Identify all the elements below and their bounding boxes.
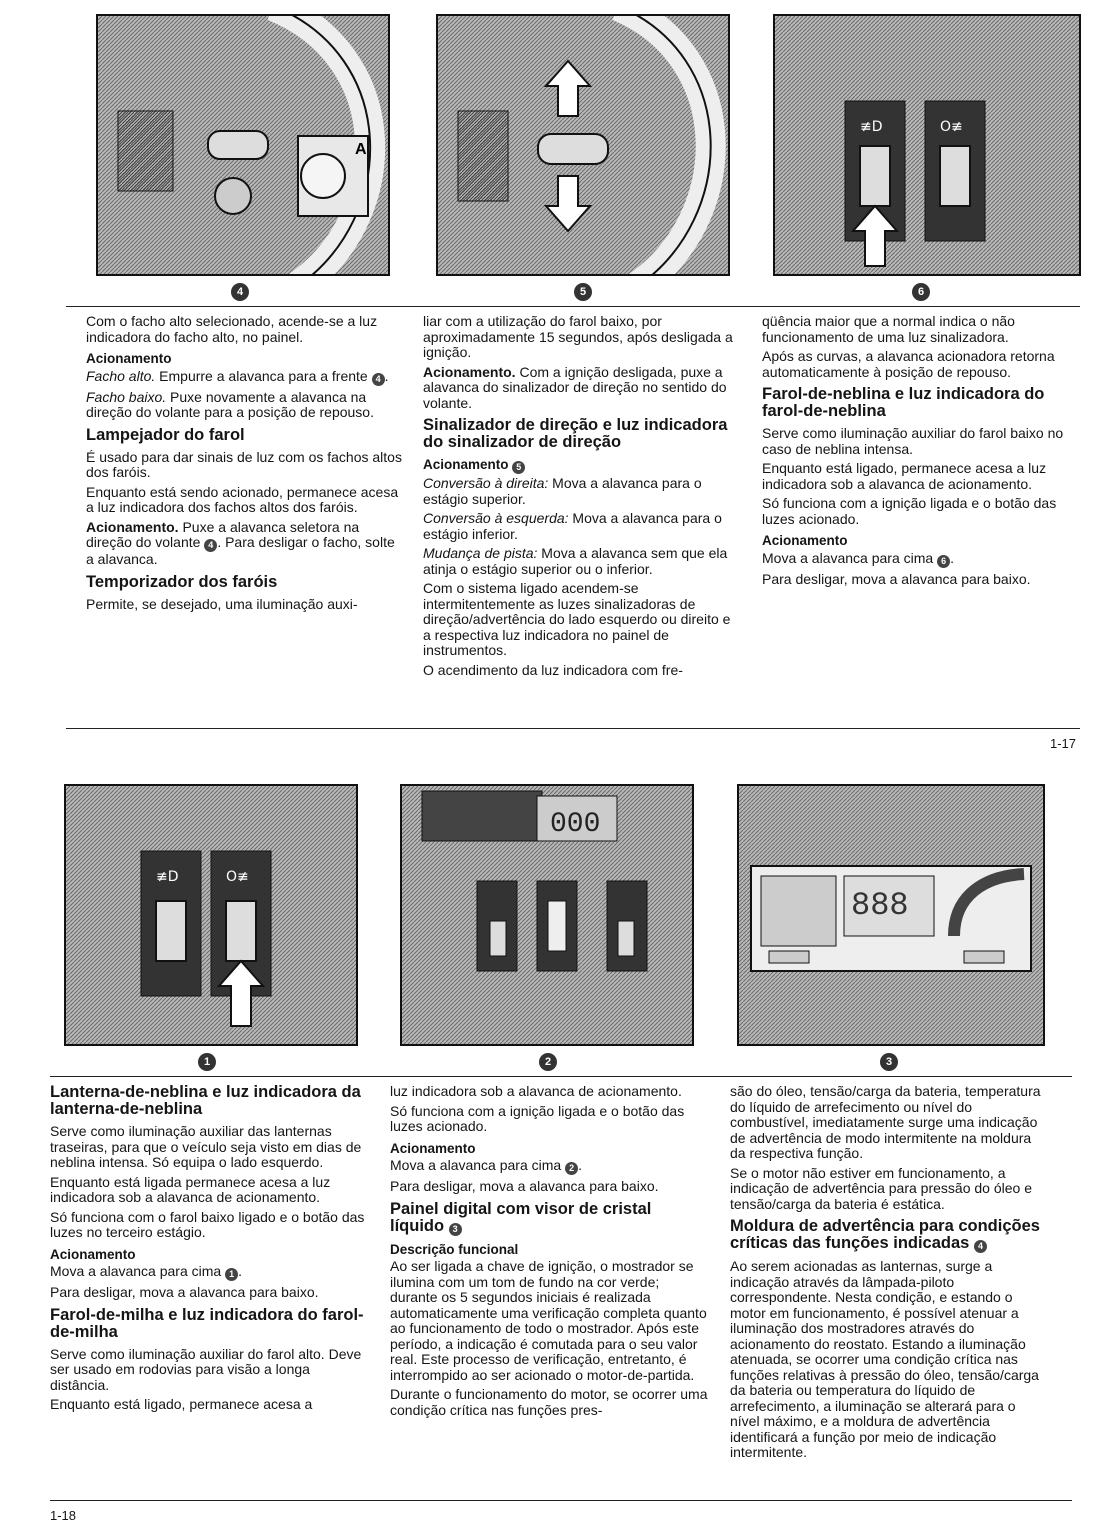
figure-number-4: 4 — [231, 283, 249, 301]
section-heading: Descrição funcional — [390, 1241, 519, 1257]
paragraph: Durante o funcionamento do motor, se ocorrer uma condição crítica nas funções pres- — [390, 1386, 708, 1418]
bottom-rule — [50, 1500, 1072, 1501]
bottom-top-rule — [50, 1076, 1072, 1077]
paragraph: Só funciona com a ignição ligada e o botão das luzes acionado. — [762, 495, 1057, 527]
paragraph: Permite, se desejado, uma iluminação auxi- — [86, 595, 358, 612]
paragraph — [423, 546, 741, 577]
paragraph: Enquanto está sendo acionado, permanece acesa a luz indicadora dos fachos altos dos faróis. — [86, 483, 399, 515]
top-column-2 — [423, 314, 741, 682]
figure-fog-light-switch — [773, 14, 1081, 276]
fog-light-button-label: ≢D — [860, 119, 883, 135]
figure-ref: 4 — [974, 1240, 987, 1253]
paragraph: Com o facho alto selecionado, acende-se a luz indicadora do facho alto, no painel. — [86, 313, 378, 345]
figure-turn-signal-lever — [436, 14, 730, 276]
section-heading: Acionamento — [390, 1140, 476, 1156]
paragraph: Para desligar, mova a alavanca para baixo. — [50, 1284, 319, 1300]
paragraph — [423, 511, 741, 542]
paragraph: Ao serem acionadas as lanternas, surge a indicação através da lâmpada-piloto correspondente. Nesta condição, e estando o motor em funcionamento, é possível atenuar a iluminação dos mostradores através do acionamento do reostato. Estando a iluminação atenuada, se ocorrer uma condição crítica nas funções relativas à pressão do óleo, tensão/carga da bateria ou temperatura do líquido de arrefecimento, a iluminação se alterará para o nível máximo, e a moldura de advertência identificará a função por meio de indicação intermitente. — [730, 1258, 1039, 1460]
rear-fog-light-button-label: O≢ — [940, 119, 963, 135]
figure-number-2: 2 — [539, 1053, 557, 1071]
bottom-column-2 — [390, 1084, 708, 1422]
figure-center-console-switches — [400, 784, 694, 1046]
paragraph — [423, 476, 741, 507]
inline-text: Puxe novamente a alavanca na direção do volante para a posição de repouso. — [86, 388, 374, 420]
paragraph: Só funciona com a ignição ligada e o botão das luzes acionado. — [390, 1102, 685, 1134]
paragraph: Após as curvas, a alavanca acionadora retorna automaticamente à posição de repouso. — [762, 348, 1055, 380]
figure-digital-instrument-panel — [737, 784, 1045, 1046]
figure-ref: 4 — [372, 373, 385, 386]
paragraph: são do óleo, tensão/carga da bateria, temperatura do líquido de arrefecimento ou nível do combustível, imediatamente surge uma indicação de advertência de modo intermitente na moldura da respectiva função. — [730, 1083, 1041, 1161]
paragraph: luz indicadora sob a alavanca de acionamento. — [390, 1083, 682, 1099]
figure-ref: 5 — [512, 461, 525, 474]
top-bottom-rule — [66, 728, 1080, 729]
top-column-1 — [86, 314, 402, 616]
paragraph: Enquanto está ligada permanece acesa a luz indicadora sob a alavanca de acionamento. — [50, 1173, 331, 1205]
figure-number-3: 3 — [880, 1053, 898, 1071]
section-heading: Acionamento — [50, 1246, 136, 1262]
section-heading — [730, 1218, 1048, 1253]
figure-number-1: 1 — [198, 1053, 216, 1071]
paragraph: Facho alto. Empurre a alavanca para a frente 4 . — [86, 367, 389, 384]
inline-text: Mova a alavanca para cima — [50, 1263, 226, 1279]
inline-text: Mova a alavanca para o estágio superior. — [423, 475, 702, 507]
paragraph — [423, 365, 741, 412]
paragraph: Serve como iluminação auxiliar do farol alto. Deve ser usado em rodovias para visão a longa distância. — [50, 1345, 362, 1393]
paragraph: Se o motor não estiver em funcionamento, a indicação de advertência para pressão do óleo e tensão/carga da bateria é estática. — [730, 1164, 1032, 1212]
lcd-display: 888 — [851, 887, 909, 924]
callout-a-label: A — [355, 141, 367, 158]
bottom-column-3 — [730, 1084, 1048, 1465]
inline-term: Facho alto. — [86, 367, 156, 384]
paragraph: Mova a alavanca para cima 6 . — [762, 549, 954, 566]
figure-ref: 6 — [937, 555, 950, 568]
paragraph: Mova a alavanca para cima 2 . — [390, 1157, 582, 1173]
inline-text: Com a ignição desligada, puxe a alavanca do sinalizador de direção no sentido do volante. — [423, 363, 727, 411]
page-number: 1-18 — [50, 1508, 77, 1523]
section-heading: Farol-de-milha e luz indicadora do farol-de-milha — [50, 1305, 364, 1341]
paragraph — [86, 390, 402, 421]
section-heading: Sinalizador de direção e luz indicadora do sinalizador de direção — [423, 416, 728, 451]
inline-text: Mova a alavanca para cima — [762, 549, 938, 566]
section-heading: Acionamento — [762, 533, 848, 548]
section-heading: Farol-de-neblina e luz indicadora do farol-de-neblina — [762, 385, 1045, 420]
inline-text: Empurre a alavanca para a frente — [155, 367, 372, 384]
fog-light-button-label: ≢D — [156, 869, 179, 885]
top-column-3 — [762, 314, 1080, 591]
paragraph — [86, 520, 402, 568]
inline-text: Puxe a alavanca seletora na direção do volante — [86, 518, 360, 550]
inline-text: Mova a alavanca para o estágio inferior. — [423, 510, 722, 542]
paragraph: Mova a alavanca para cima 1 . — [50, 1263, 242, 1279]
page-number: 1-17 — [1050, 736, 1077, 751]
inline-text: . Para desligar o facho, solte a alavanca. — [86, 534, 395, 567]
paragraph: Serve como iluminação auxiliar do farol baixo no caso de neblina intensa. — [762, 425, 1064, 457]
figure-ref: 1 — [225, 1268, 238, 1281]
paragraph: Só funciona com o farol baixo ligado e o botão das luzes no terceiro estágio. — [50, 1208, 365, 1240]
inline-term: Acionamento. — [86, 518, 179, 535]
inline-term: Acionamento. — [423, 363, 516, 380]
top-rule — [66, 306, 1080, 307]
paragraph: É usado para dar sinais de luz com os fachos altos dos faróis. — [86, 448, 402, 480]
paragraph: Enquanto está ligado, permanece acesa a — [50, 1396, 313, 1412]
clock-display: 000 — [550, 809, 601, 840]
figure-ref: 4 — [204, 539, 217, 552]
figure-number-5: 5 — [574, 283, 592, 301]
heading-text: Painel digital com visor de cristal líquido — [390, 1199, 652, 1235]
heading-text: Acionamento — [423, 457, 509, 472]
paragraph: liar com a utilização do farol baixo, por aproximadamente 15 segundos, após desligada a ignição. — [423, 313, 733, 360]
paragraph: Para desligar, mova a alavanca para baixo. — [762, 570, 1031, 587]
inline-term: Facho baixo. — [86, 388, 167, 405]
figure-ref: 2 — [565, 1162, 578, 1175]
figure-number-6: 6 — [912, 283, 930, 301]
paragraph: qüência maior que a normal indica o não funcionamento de uma luz sinalizadora. — [762, 313, 1015, 345]
inline-term: Conversão à direita: — [423, 475, 549, 491]
inline-term: Mudança de pista: — [423, 545, 538, 561]
section-heading — [423, 457, 741, 474]
figure-rear-fog-switch — [64, 784, 358, 1046]
paragraph: Para desligar, mova a alavanca para baixo. — [390, 1178, 659, 1194]
bottom-column-1 — [50, 1078, 368, 1417]
rear-fog-light-button-label: O≢ — [226, 869, 249, 885]
inline-text: Mova a alavanca para cima — [390, 1157, 566, 1173]
heading-text: Moldura de advertência para condições críticas das funções indicadas — [730, 1217, 1040, 1252]
section-heading: Lampejador do farol — [86, 425, 245, 444]
inline-text: Mova a alavanca sem que ela atinja o estágio superior ou o inferior. — [423, 545, 728, 577]
section-heading: Temporizador dos faróis — [86, 572, 278, 591]
figure-steering-lever-high-beam — [96, 14, 390, 276]
section-heading: Acionamento — [86, 351, 172, 366]
figure-ref: 3 — [449, 1223, 462, 1236]
section-heading — [390, 1201, 708, 1236]
inline-term: Conversão à esquerda: — [423, 510, 569, 526]
paragraph: Serve como iluminação auxiliar das lanternas traseiras, para que o veículo seja visto em dias de neblina intensa. Só equipa o lado esquerdo. — [50, 1123, 362, 1170]
paragraph: Ao ser ligada a chave de ignição, o mostrador se ilumina com um tom de fundo na cor verde; durante os 5 segundos iniciais é realizada automaticamente uma verificação completa quanto ao funcionamento de todo o mostrador. Após este período, a indicação é comutada para o seu valor real. Este processo de verificação, entretanto, é interrompido ao ser acionado o motor-de-partida. — [390, 1258, 707, 1383]
paragraph: O acendimento da luz indicadora com fre- — [423, 661, 683, 678]
paragraph: Enquanto está ligado, permanece acesa a luz indicadora sob a alavanca de acionamento. — [762, 460, 1047, 492]
paragraph: Com o sistema ligado acendem-se intermitentemente as luzes sinalizadoras de direção/advertência do lado esquerdo ou direito e a respectiva luz indicadora no painel de instrumentos. — [423, 580, 731, 658]
section-heading: Lanterna-de-neblina e luz indicadora da lanterna-de-neblina — [50, 1083, 361, 1118]
